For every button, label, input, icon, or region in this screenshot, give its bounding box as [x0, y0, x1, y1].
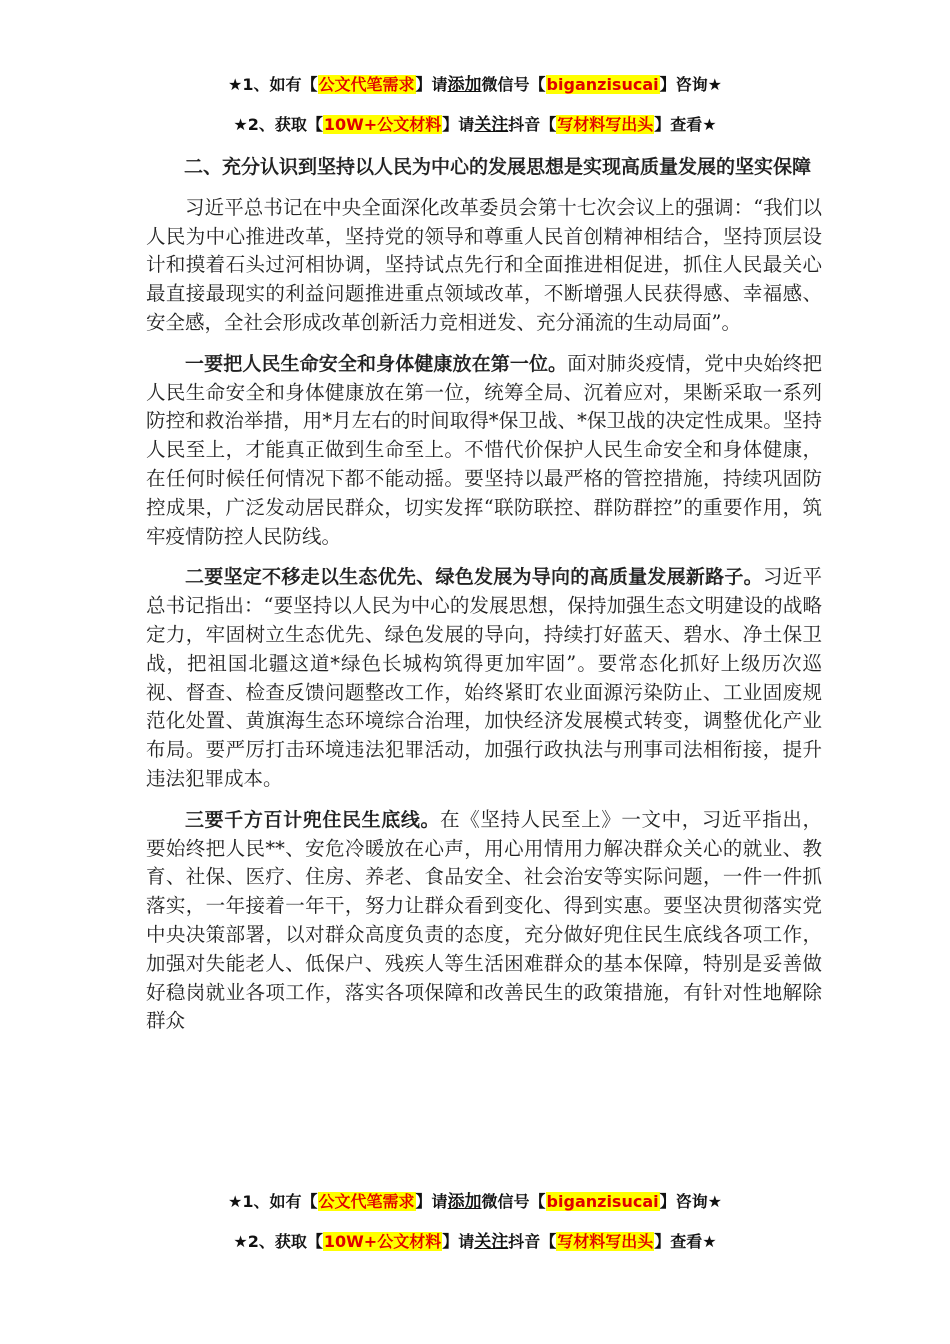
- promo-text: 】请: [442, 115, 475, 134]
- promo-highlight: 公文代笔需求: [318, 1192, 415, 1211]
- promo-highlight: 10W+公文材料: [323, 115, 442, 134]
- promo-text: 】查看★: [654, 1232, 717, 1251]
- point-1-lead: 一要把人民生命安全和身体健康放在第一位。: [185, 352, 568, 375]
- promo-text: 微信号【: [481, 75, 546, 94]
- promo-highlight: 10W+公文材料: [323, 1232, 442, 1251]
- promo-text: 抖音【: [508, 1232, 557, 1251]
- header-promo-line-2: [0, 110, 950, 135]
- footer-promo-line-1: [0, 1187, 950, 1212]
- promo-text: ★1、如有【: [228, 75, 318, 94]
- promo-text: ★2、获取【: [233, 115, 323, 134]
- promo-text: ★2、获取【: [233, 1232, 323, 1251]
- paragraph-point-2: [146, 563, 822, 793]
- section-heading: 二、充分认识到坚持以人民为中心的发展思想是实现高质量发展的坚实保障: [184, 156, 812, 178]
- promo-text: 】请: [415, 75, 448, 94]
- promo-text: 】咨询★: [659, 1192, 722, 1211]
- promo-text: 】咨询★: [659, 75, 722, 94]
- promo-text: 】请: [415, 1192, 448, 1211]
- promo-text: 抖音【: [508, 115, 557, 134]
- paragraph-point-1: [146, 350, 822, 552]
- promo-douyin-account: 写材料写出头: [557, 1232, 654, 1251]
- promo-text: 微信号【: [481, 1192, 546, 1211]
- promo-text: ★1、如有【: [228, 1192, 318, 1211]
- promo-highlight: 公文代笔需求: [318, 75, 415, 94]
- promo-text: 】请: [442, 1232, 475, 1251]
- point-2-lead: 二要坚定不移走以生态优先、绿色发展为导向的高质量发展新路子。: [185, 566, 763, 589]
- point-1-text: 面对肺炎疫情，党中央始终把人民生命安全和身体健康放在第一位，统筹全局、沉着应对，果断采取一系列防控和救治举措，用*月左右的时间取得*保卫战、*保卫战的决定性成果。坚持人民至上，才能真正做到生命至上。不惜代价保护人民生命安全和身体健康，在任何时候任何情况下都不能动摇。要坚持以最严格的管控措施，持续巩固防控成果，广泛发动居民群众，切实发挥“联防联控、群防群控”的重要作用，筑牢疫情防控人民防线。: [146, 351, 822, 548]
- promo-underlined: 添加: [447, 75, 482, 95]
- footer-promo-line-2: [0, 1227, 950, 1252]
- promo-text: 】查看★: [654, 115, 717, 134]
- promo-douyin-account: 写材料写出头: [557, 115, 654, 134]
- promo-underlined: 添加: [447, 1192, 482, 1212]
- paragraph-point-3: [146, 806, 822, 1036]
- point-3-text: 在《坚持人民至上》一文中，习近平指出，要始终把人民**、安危冷暖放在心声，用心用情用力解决群众关心的就业、教育、社保、医疗、住房、养老、食品安全、社会治安等实际问题，一件一件抓落实，一年接着一年干，努力让群众看到变化、得到实惠。要坚决贯彻落实党中央决策部署，以对群众高度负责的态度，充分做好兜住民生底线各项工作，加强对失能老人、低保户、残疾人等生活困难群众的基本保障，特别是妥善做好稳岗就业各项工作，落实各项保障和改善民生的政策措施，有针对性地解除群众: [146, 807, 822, 1033]
- promo-underlined: 关注: [474, 115, 509, 135]
- point-2-text: 习近平总书记指出：“要坚持以人民为中心的发展思想，保持加强生态文明建设的战略定力，牢固树立生态优先、绿色发展的导向，持续打好蓝天、碧水、净土保卫战，把祖国北疆这道*绿色长城构筑得更加牢固”。要常态化抓好上级历次巡视、督查、检查反馈问题整改工作，始终紧盯农业面源污染防止、工业固废规范化处置、黄旗海生态环境综合治理，加快经济发展模式转变，调整优化产业布局。要严厉打击环境违法犯罪活动，加强行政执法与刑事司法相衔接，提升违法犯罪成本。: [146, 565, 822, 790]
- point-3-lead: 三要千方百计兜住民生底线。: [185, 808, 441, 831]
- header-promo-line-1: [0, 70, 950, 95]
- promo-wechat-id: biganzisucai: [546, 1192, 659, 1211]
- promo-wechat-id: biganzisucai: [546, 75, 659, 94]
- document-body: [146, 153, 822, 1048]
- paragraph-intro: 习近平总书记在中央全面深化改革委员会第十七次会议上的强调：“我们以人民为中心推进改革，坚持党的领导和尊重人民首创精神相结合，坚持顶层设计和摸着石头过河相协调，坚持试点先行和全面推进相促进，抓住人民最关心最直接最现实的利益问题推进重点领域改革，不断增强人民获得感、幸福感、安全感，全社会形成改革创新活力竞相迸发、充分涌流的生动局面”。: [146, 195, 822, 334]
- promo-underlined: 关注: [474, 1232, 509, 1252]
